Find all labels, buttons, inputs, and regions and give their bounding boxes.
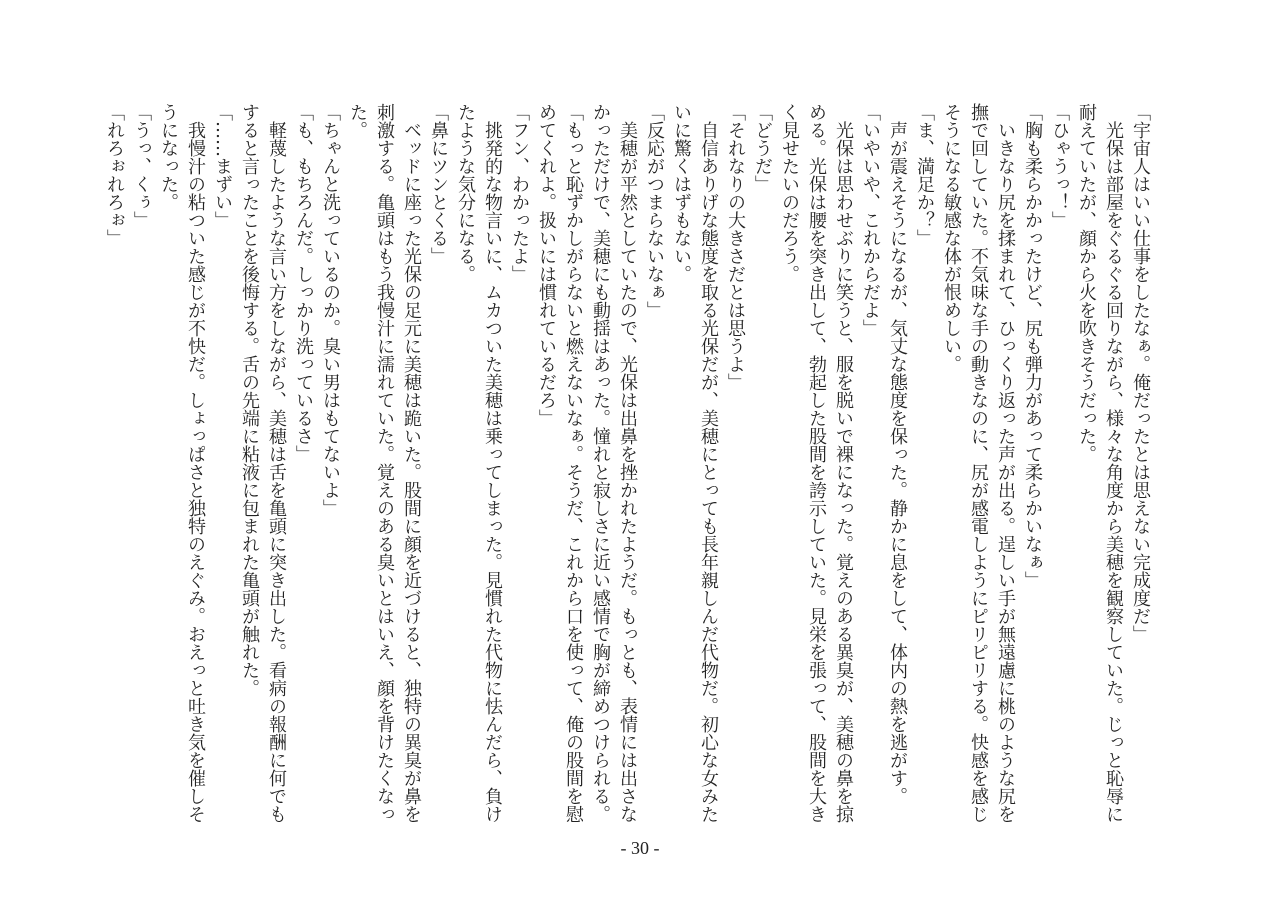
text-column: 美穂が平然としていたので、光保は出鼻を挫かれたようだ。もっとも、表情には出さな [617,103,638,823]
text-column: 耐えていたが、顔から火を吹きそうだった。 [1076,103,1097,463]
text-column: すると言ったことを後悔する。舌の先端に粘液に包まれた亀頭が触れた。 [239,103,260,697]
text-column: 我慢汁の粘ついた感じが不快だ。しょっぱさと独特のえぐみ。おえっと吐き気を催しそ [185,103,206,823]
text-column: 光保は思わせぶりに笑うと、服を脱いで裸になった。覚えのある異臭が、美穂の鼻を掠 [833,103,854,823]
text-column: 「もっと恥ずかしがらないと燃えないなぁ。そうだ、これから口を使って、俺の股間を慰 [563,103,584,823]
text-column: 「うっ、くぅ」 [131,103,152,229]
text-column: 「反応がつまらないなぁ」 [644,103,665,319]
text-column: 刺激する。亀頭はもう我慢汁に濡れていた。覚えのある臭いとはいえ、顔を背けたくなっ [374,103,395,823]
text-column: た。 [347,103,368,139]
text-column: うになった。 [158,103,179,211]
text-column: 「それなりの大きさだとは思うよ」 [725,103,746,391]
text-column: かっただけで、美穂にも動揺はあった。憧れと寂しさに近い感情で胸が締めつけられる。 [590,103,611,823]
text-column: そうになる敏感な体が恨めしい。 [941,103,962,373]
text-column: 「胸も柔らかかったけど、尻も弾力があって柔らかいなぁ」 [1022,103,1043,589]
text-column: めてくれよ。扱いには慣れているだろ」 [536,103,557,427]
text-column: 「フン、わかったよ」 [509,103,530,283]
text-column: 声が震えそうになるが、気丈な態度を保った。静かに息をして、体内の熱を逃がす。 [887,103,908,805]
text-column: 「れろぉれろぉ」 [104,103,125,247]
text-column: める。光保は腰を突き出して、勃起した股間を誇示していた。見栄を張って、股間を大き [806,103,827,823]
text-column: たような気分になる。 [455,103,476,283]
text-column: 「も、もちろんだ。しっかり洗っているさ」 [293,103,314,463]
text-column: 「……まずい」 [212,103,233,229]
text-column: 撫で回していた。不気味な手の動きなのに、尻が感電しようにピリピリする。快感を感じ [968,103,989,823]
text-column: 「どうだ」 [752,103,773,193]
text-column: 自信ありげな態度を取る光保だが、美穂にとっても長年親しんだ代物だ。初心な女みた [698,103,719,823]
text-column: いきなり尻を揉まれて、ひっくり返った声が出る。逞しい手が無遠慮に桃のような尻を [995,103,1016,823]
text-column: 挑発的な物言いに、ムカついた美穂は乗ってしまった。見慣れた代物に怯んだら、負け [482,103,503,823]
text-column: 光保は部屋をぐるぐる回りながら、様々な角度から美穂を観察していた。じっと恥辱に [1103,103,1124,823]
text-column: いに驚くはずもない。 [671,103,692,283]
page-number: - 30 - [620,838,660,858]
text-column: 「ちゃんと洗っているのか。臭い男はもてないよ」 [320,103,341,517]
text-column: 「鼻にツンとくる」 [428,103,449,265]
text-column: 「いやいや、これからだよ」 [860,103,881,337]
text-column: ベッドに座った光保の足元に美穂は跪いた。股間に顔を近づけると、独特の異臭が鼻を [401,103,422,823]
text-column: 「ま、満足か？」 [914,103,935,247]
text-column: く見せたいのだろう。 [779,103,800,283]
text-column: 「ひゃうっ！」 [1049,103,1070,229]
vertical-text-body [100,103,1154,838]
text-column: 軽蔑したような言い方をしながら、美穂は舌を亀頭に突き出した。看病の報酬に何でも [266,103,287,823]
text-column: 「宇宙人はいい仕事をしたなぁ。俺だったとは思えない完成度だ」 [1130,103,1151,643]
